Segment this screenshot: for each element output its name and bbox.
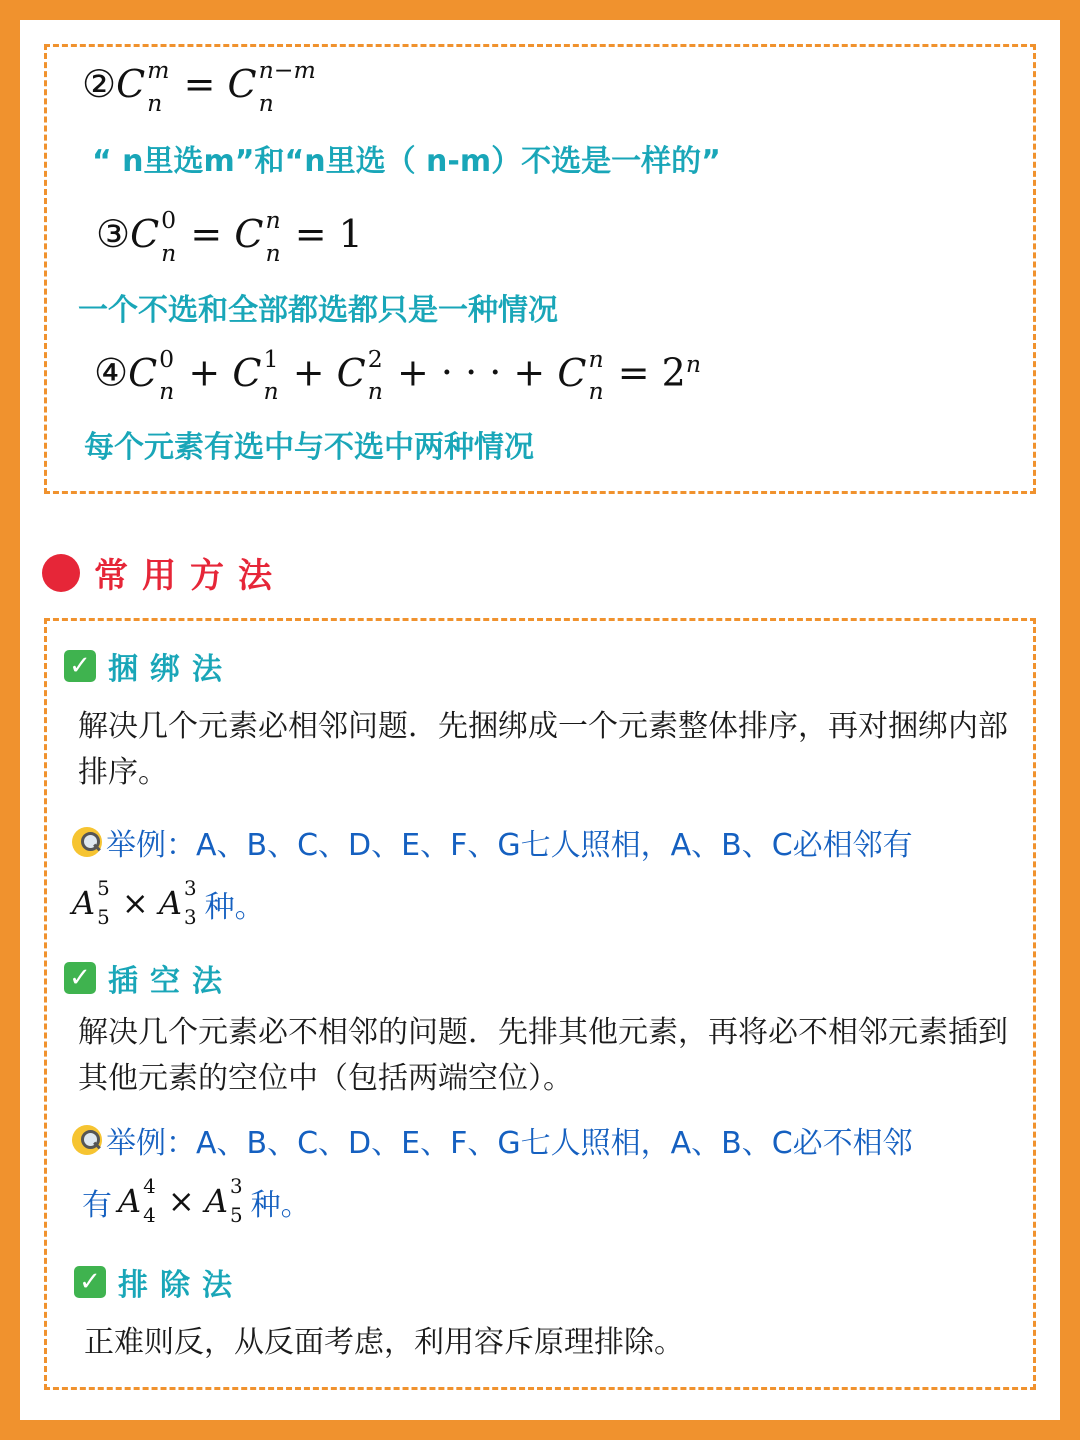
example-tail: 种。: [250, 1188, 311, 1223]
red-dot-icon: [42, 554, 80, 592]
formula-equals: =: [190, 212, 223, 256]
math-indices: [184, 877, 197, 930]
method-title-text: 排除法: [118, 1268, 244, 1303]
math-sup: 3: [184, 877, 197, 901]
formula-equals: =: [617, 350, 650, 395]
note-4: 每个元素有选中与不选中两种情况: [84, 430, 534, 465]
method-title-bundling: [64, 644, 234, 688]
method-title-text: 插空法: [108, 964, 234, 999]
magnifier-emoji-icon: [72, 1125, 102, 1155]
formula-plus: +: [188, 350, 221, 395]
formula-indices: [159, 344, 175, 406]
method-desc-insertion: 解决几个元素必不相邻的问题．先排其他元素，再将必不相邻元素插到其他元素的空位中（包括两端空位）。: [78, 1015, 1008, 1096]
math-indices: [143, 1175, 156, 1228]
example-bundling: [72, 820, 913, 864]
math-symbol: A: [158, 883, 182, 922]
math-sub: 5: [97, 906, 110, 930]
math-indices: [97, 877, 110, 930]
formula-number: ③: [96, 212, 131, 256]
check-icon: ✓: [64, 650, 96, 682]
math-sub: 3: [184, 906, 197, 930]
formula-equals: =: [294, 212, 327, 256]
formula-exponent: n: [685, 350, 701, 378]
method-title-insertion: [64, 956, 234, 1000]
page: [20, 20, 1060, 1420]
formula-indices: [263, 344, 279, 406]
formula-sup: 0: [159, 344, 175, 373]
formula-indices: [147, 56, 170, 117]
formula-number: ④: [94, 350, 129, 395]
formula-number: ②: [82, 62, 117, 106]
formula-4: [94, 344, 701, 406]
example-text: 举例：A、B、C、D、E、F、G七人照相，A、B、C必相邻有: [106, 828, 913, 863]
formula-value: 1: [338, 212, 363, 256]
formula-sup: 2: [367, 344, 383, 373]
formula-symbol: C: [234, 212, 264, 256]
formula-sup: n: [265, 206, 281, 235]
check-icon: ✓: [74, 1266, 106, 1298]
formula-symbol: C: [128, 350, 158, 395]
note-3: 一个不选和全部都选都只是一种情况: [78, 293, 558, 328]
formula-sub: n: [367, 377, 383, 406]
formula-dots: · · ·: [440, 350, 502, 395]
math-indices: [230, 1175, 243, 1228]
formula-plus: +: [513, 350, 546, 395]
math-expression: [118, 1175, 245, 1228]
formula-sub: n: [147, 88, 163, 117]
formula-sup: m: [147, 56, 170, 85]
math-symbol: A: [118, 1181, 142, 1220]
math-sup: 5: [97, 877, 110, 901]
formula-indices: [588, 344, 604, 406]
method-desc-bundling: 解决几个元素必相邻问题．先捆绑成一个元素整体排序，再对捆绑内部排序。: [78, 709, 1008, 790]
formula-3: [96, 206, 363, 267]
formula-equals: =: [183, 62, 216, 106]
math-sup: 4: [143, 1175, 156, 1199]
section-title-text: 常用方法: [94, 556, 286, 596]
formula-sub: n: [265, 238, 281, 267]
math-symbol: A: [204, 1181, 228, 1220]
math-sub: 4: [143, 1204, 156, 1228]
note-2: “ n里选m”和“n里选（ n-m）不选是一样的”: [92, 144, 721, 179]
formula-sub: n: [159, 377, 175, 406]
example-lead: 有: [82, 1188, 112, 1223]
formula-base: 2: [661, 350, 686, 395]
formula-sup: n−m: [258, 56, 316, 85]
formula-symbol: C: [130, 212, 160, 256]
formula-symbol: C: [227, 62, 257, 106]
math-times: ×: [121, 883, 149, 922]
check-icon: ✓: [64, 962, 96, 994]
formula-sup: 1: [263, 344, 279, 373]
method-title-exclusion: [74, 1260, 244, 1304]
example-text: 举例：A、B、C、D、E、F、G七人照相，A、B、C必不相邻: [106, 1126, 913, 1161]
magnifier-emoji-icon: [72, 827, 102, 857]
formula-sup: 0: [161, 206, 177, 235]
method-title-text: 捆绑法: [108, 652, 234, 687]
method-desc-exclusion: 正难则反，从反面考虑，利用容斥原理排除。: [84, 1325, 684, 1360]
formula-indices: [161, 206, 177, 267]
formula-indices: [265, 206, 281, 267]
example-insertion: [72, 1118, 913, 1162]
formula-sub: n: [588, 377, 604, 406]
formula-sup: n: [588, 344, 604, 373]
math-sup: 3: [230, 1175, 243, 1199]
math-sub: 5: [230, 1204, 243, 1228]
formula-indices: [367, 344, 383, 406]
formula-2: [82, 56, 318, 117]
formula-sub: n: [161, 238, 177, 267]
formula-symbol: C: [232, 350, 262, 395]
formula-plus: +: [396, 350, 429, 395]
formula-symbol: C: [336, 350, 366, 395]
formula-plus: +: [292, 350, 325, 395]
formula-sub: n: [263, 377, 279, 406]
formula-sub: n: [258, 88, 274, 117]
formula-symbol: C: [116, 62, 146, 106]
math-times: ×: [167, 1181, 195, 1220]
example-bundling-math: [66, 877, 265, 930]
section-title: [42, 548, 286, 597]
example-insertion-math: [82, 1175, 311, 1228]
formula-symbol: C: [557, 350, 587, 395]
math-expression: [72, 877, 199, 930]
example-tail: 种。: [204, 890, 265, 925]
math-symbol: A: [72, 883, 96, 922]
formula-indices: [258, 56, 316, 117]
